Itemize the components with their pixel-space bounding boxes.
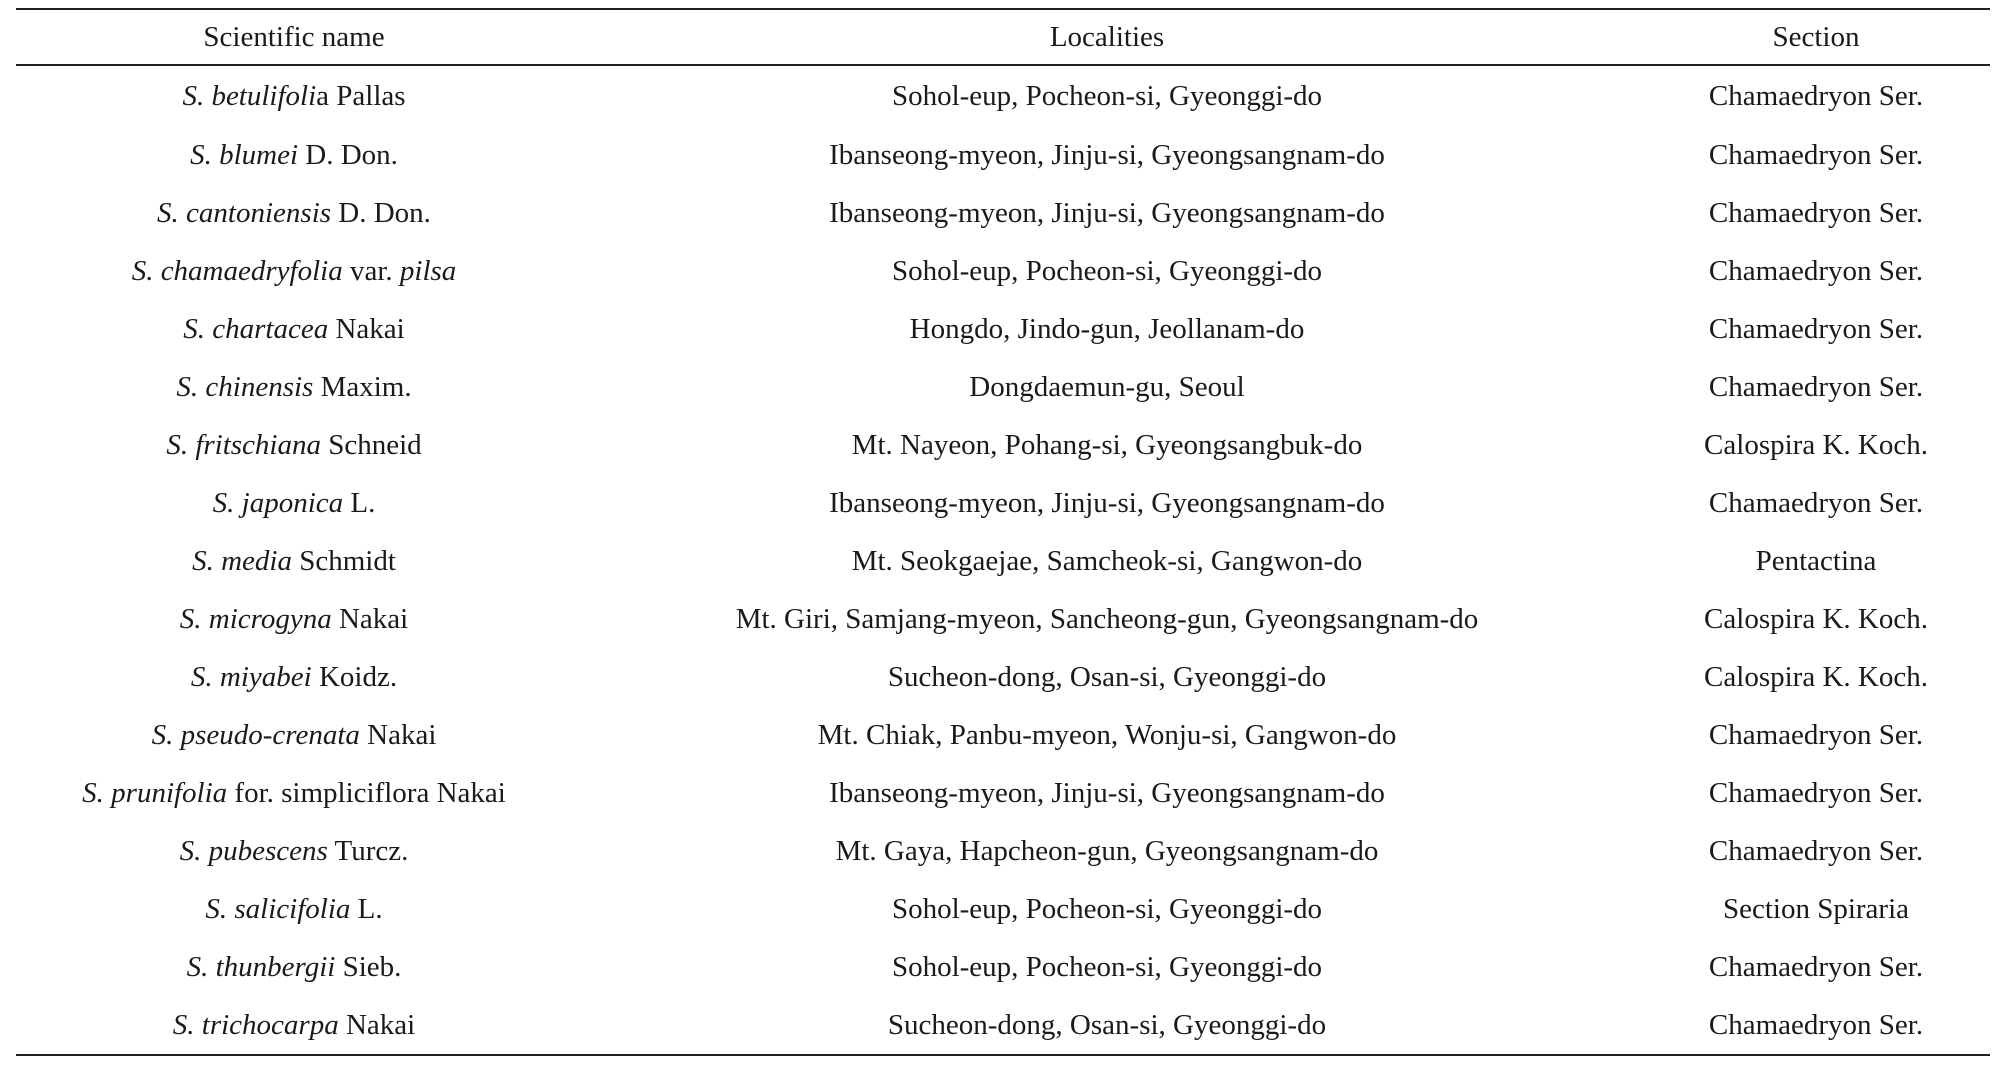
cell-scientific-name: [16, 822, 572, 880]
cell-scientific-name: [16, 880, 572, 938]
species-name-italic: S. cantoniensis: [157, 196, 332, 229]
species-name-italic: S. microgyna: [179, 602, 332, 635]
species-name-italic: S. trichocarpa: [172, 1008, 339, 1041]
cell-scientific-name: [16, 590, 572, 648]
cell-locality: Sohol-eup, Pocheon-si, Gyeonggi-do: [891, 892, 1323, 925]
species-name-authority: Maxim.: [313, 370, 412, 403]
table-row: [16, 996, 1990, 1055]
cell-locality: Mt. Gaya, Hapcheon-gun, Gyeongsangnam-do: [835, 834, 1379, 867]
cell-locality: Sucheon-dong, Osan-si, Gyeonggi-do: [887, 660, 1327, 693]
table-row: [16, 416, 1990, 474]
cell-locality: Ibanseong-myeon, Jinju-si, Gyeongsangnam-do: [829, 776, 1385, 809]
cell-section: Chamaedryon Ser.: [1708, 834, 1924, 867]
species-name-italic: S. chartacea: [183, 312, 329, 345]
species-name-italic: S. thunbergii: [186, 950, 336, 983]
header-scientific-name: Scientific name: [203, 20, 385, 53]
table-row: [16, 648, 1990, 706]
cell-scientific-name: [16, 242, 572, 300]
species-name-authority: L.: [350, 892, 383, 925]
cell-locality: Sohol-eup, Pocheon-si, Gyeonggi-do: [891, 254, 1323, 287]
table-row: [16, 822, 1990, 880]
cell-section: Chamaedryon Ser.: [1708, 776, 1924, 809]
species-name-authority: Turcz.: [327, 834, 409, 867]
species-name-italic: S. fritschiana: [166, 428, 321, 461]
cell-scientific-name: [16, 996, 572, 1055]
cell-scientific-name: [16, 184, 572, 242]
species-name-authority: a Pallas: [316, 79, 406, 112]
species-name-authority: L.: [343, 486, 376, 519]
table-row: [16, 764, 1990, 822]
table-row: [16, 184, 1990, 242]
table-row: [16, 358, 1990, 416]
cell-section: Calospira K. Koch.: [1704, 660, 1928, 693]
species-name-italic: S. betulifoli: [182, 79, 317, 112]
species-name-italic: S. salicifolia: [205, 892, 351, 925]
table-row: [16, 474, 1990, 532]
table-body: [16, 65, 1990, 1055]
cell-section: Chamaedryon Ser.: [1708, 79, 1924, 112]
cell-section: Calospira K. Koch.: [1704, 428, 1928, 461]
header-section: Section: [1772, 20, 1860, 53]
cell-locality: Mt. Nayeon, Pohang-si, Gyeongsangbuk-do: [851, 428, 1363, 461]
species-name-authority: D. Don.: [331, 196, 431, 229]
cell-locality: Mt. Chiak, Panbu-myeon, Wonju-si, Gangwon-do: [817, 718, 1397, 751]
species-name-authority: var.: [342, 254, 400, 287]
species-name-italic: S. japonica: [212, 486, 344, 519]
cell-section: Chamaedryon Ser.: [1708, 196, 1924, 229]
species-name-authority: Nakai: [331, 602, 409, 635]
species-name-authority: Schmidt: [291, 544, 396, 577]
cell-section: Chamaedryon Ser.: [1708, 312, 1924, 345]
cell-section: Section Spiraria: [1722, 892, 1910, 925]
table-row: [16, 300, 1990, 358]
cell-locality: Sohol-eup, Pocheon-si, Gyeonggi-do: [891, 950, 1323, 983]
species-name-authority: Sieb.: [335, 950, 402, 983]
species-name-italic: S. chinensis: [176, 370, 314, 403]
species-name-italic: S. pubescens: [179, 834, 328, 867]
species-name-authority: Nakai: [328, 312, 405, 345]
cell-section: Calospira K. Koch.: [1704, 602, 1928, 635]
cell-section: Pentactina: [1755, 544, 1877, 577]
cell-scientific-name: [16, 648, 572, 706]
species-name-authority: Nakai: [338, 1008, 416, 1041]
species-name-authority: D. Don.: [298, 138, 398, 171]
species-name-italic: pilsa: [399, 254, 457, 287]
cell-section: Chamaedryon Ser.: [1708, 254, 1924, 287]
cell-section: Chamaedryon Ser.: [1708, 486, 1924, 519]
cell-scientific-name: [16, 358, 572, 416]
cell-scientific-name: [16, 474, 572, 532]
cell-section: Chamaedryon Ser.: [1708, 370, 1924, 403]
species-name-authority: Koidz.: [311, 660, 398, 693]
cell-locality: Ibanseong-myeon, Jinju-si, Gyeongsangnam-do: [829, 138, 1385, 171]
table-row: [16, 532, 1990, 590]
table-row: [16, 126, 1990, 184]
species-name-italic: S. chamaedryfolia: [131, 254, 343, 287]
table-row: [16, 590, 1990, 648]
table-row: [16, 242, 1990, 300]
species-name-italic: S. prunifolia: [82, 776, 228, 809]
species-table-container: [16, 8, 1990, 1056]
header-localities: Localities: [1049, 20, 1165, 53]
cell-locality: Sohol-eup, Pocheon-si, Gyeonggi-do: [891, 79, 1323, 112]
species-name-italic: S. pseudo-crenata: [151, 718, 360, 751]
species-name-authority: for. simpliciflora Nakai: [227, 776, 506, 809]
species-name-italic: S. media: [192, 544, 292, 577]
cell-locality: Ibanseong-myeon, Jinju-si, Gyeongsangnam-do: [829, 486, 1385, 519]
species-name-authority: Nakai: [359, 718, 437, 751]
cell-locality: Mt. Giri, Samjang-myeon, Sancheong-gun, Gyeongsangnam-do: [735, 602, 1479, 635]
cell-scientific-name: [16, 532, 572, 590]
cell-scientific-name: [16, 126, 572, 184]
table-row: [16, 706, 1990, 764]
table-row: [16, 880, 1990, 938]
cell-scientific-name: [16, 300, 572, 358]
cell-scientific-name: [16, 65, 572, 126]
species-name-authority: Schneid: [320, 428, 422, 461]
header-row: [16, 9, 1990, 65]
table-header: [16, 9, 1990, 65]
cell-locality: Dongdaemun-gu, Seoul: [969, 370, 1245, 403]
table-row: [16, 65, 1990, 126]
cell-scientific-name: [16, 416, 572, 474]
cell-locality: Ibanseong-myeon, Jinju-si, Gyeongsangnam-do: [829, 196, 1385, 229]
cell-locality: Sucheon-dong, Osan-si, Gyeonggi-do: [887, 1008, 1327, 1041]
cell-section: Chamaedryon Ser.: [1708, 718, 1924, 751]
cell-scientific-name: [16, 706, 572, 764]
cell-scientific-name: [16, 938, 572, 996]
species-table: [16, 8, 1990, 1056]
cell-locality: Mt. Seokgaejae, Samcheok-si, Gangwon-do: [851, 544, 1363, 577]
species-name-italic: S. miyabei: [190, 660, 312, 693]
cell-section: Chamaedryon Ser.: [1708, 1008, 1924, 1041]
table-row: [16, 938, 1990, 996]
species-name-italic: S. blumei: [190, 138, 299, 171]
cell-section: Chamaedryon Ser.: [1708, 138, 1924, 171]
cell-scientific-name: [16, 764, 572, 822]
cell-section: Chamaedryon Ser.: [1708, 950, 1924, 983]
cell-locality: Hongdo, Jindo-gun, Jeollanam-do: [909, 312, 1305, 345]
